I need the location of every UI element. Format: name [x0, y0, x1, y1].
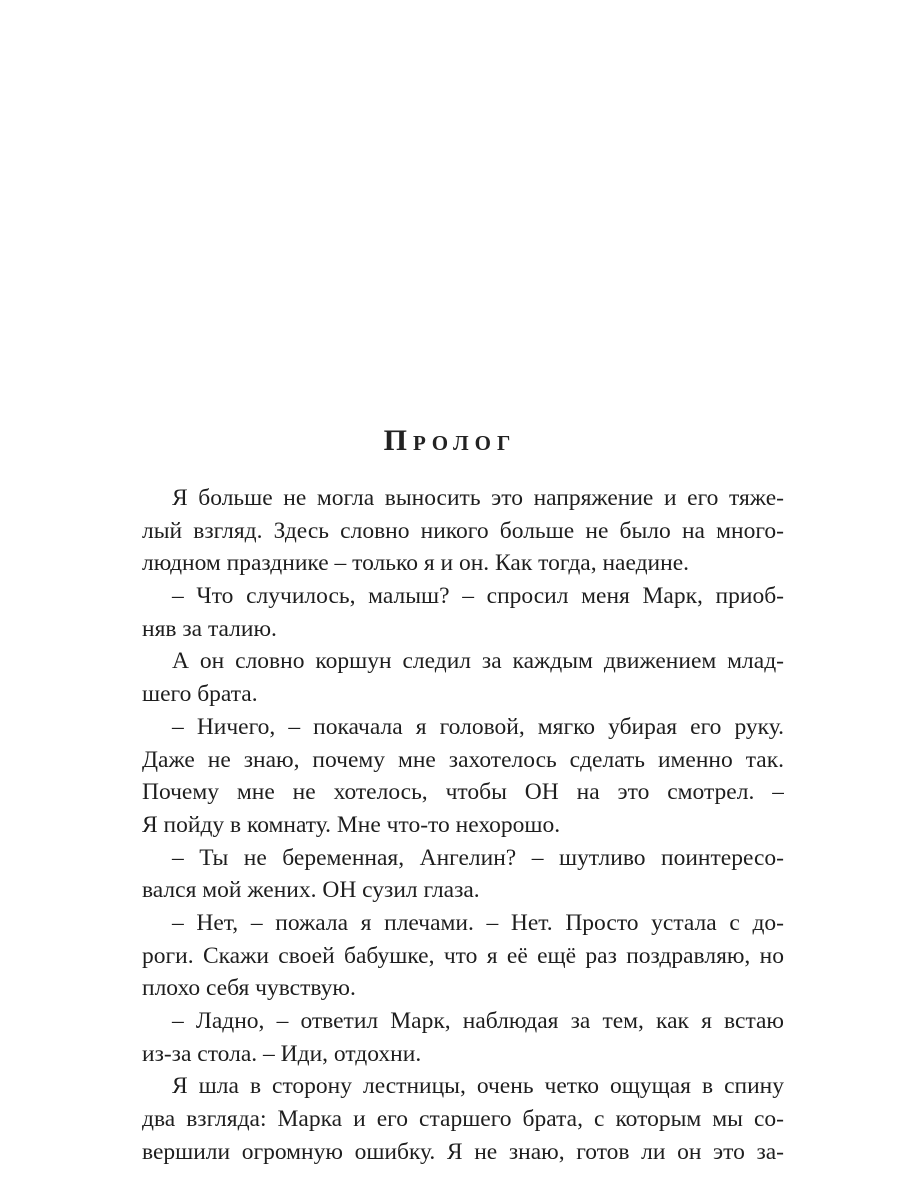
chapter-title: Пролог — [383, 424, 517, 457]
text-line: А он словно коршун следил за каждым движением млад- — [172, 648, 784, 675]
text-line: – Нет, – пожала я плечами. – Нет. Просто устала с до- — [172, 909, 784, 936]
text-line: лый взгляд. Здесь словно никого больше не было на много- — [142, 517, 784, 544]
text-line: из-за стола. – Иди, отдохни. — [142, 1040, 422, 1067]
text-line: два взгляда: Марка и его старшего брата, с которым мы со- — [142, 1106, 784, 1133]
text-line: вершили огромную ошибку. Я не знаю, готов ли он это за- — [142, 1138, 784, 1165]
text-line: Я больше не могла выносить это напряжение и его тяже- — [172, 485, 784, 511]
text-line: роги. Скажи своей бабушке, что я её ещё раз поздравляю, но — [142, 942, 784, 969]
text-line: вался мой жених. ОН сузил глаза. — [142, 877, 480, 904]
text-line: Я пойду в комнату. Мне что-то нехорошо. — [142, 811, 561, 838]
text-line: – Ты не беременная, Ангелин? – шутливо поинтересо- — [172, 844, 784, 871]
text-line: плохо себя чувствую. — [142, 975, 356, 1002]
text-line: – Ладно, – ответил Марк, наблюдая за тем, как я встаю — [172, 1008, 784, 1034]
text-line: – Что случилось, малыш? – спросил меня Марк, приоб- — [172, 583, 784, 610]
chapter-body-text — [142, 482, 784, 1168]
text-line: шего брата. — [142, 681, 258, 708]
text-line: Почему мне не хотелось, чтобы ОН на это смотрел. – — [142, 779, 784, 806]
text-line: людном празднике – только я и он. Как тогда, наедине. — [142, 550, 690, 577]
text-line: – Ничего, – покачала я головой, мягко убирая его руку. — [172, 713, 784, 740]
text-line: Даже не знаю, почему мне захотелось сделать именно так. — [142, 746, 784, 773]
text-line: няв за талию. — [142, 615, 277, 642]
text-line: Я шла в сторону лестницы, очень четко ощущая в спину — [172, 1073, 784, 1100]
